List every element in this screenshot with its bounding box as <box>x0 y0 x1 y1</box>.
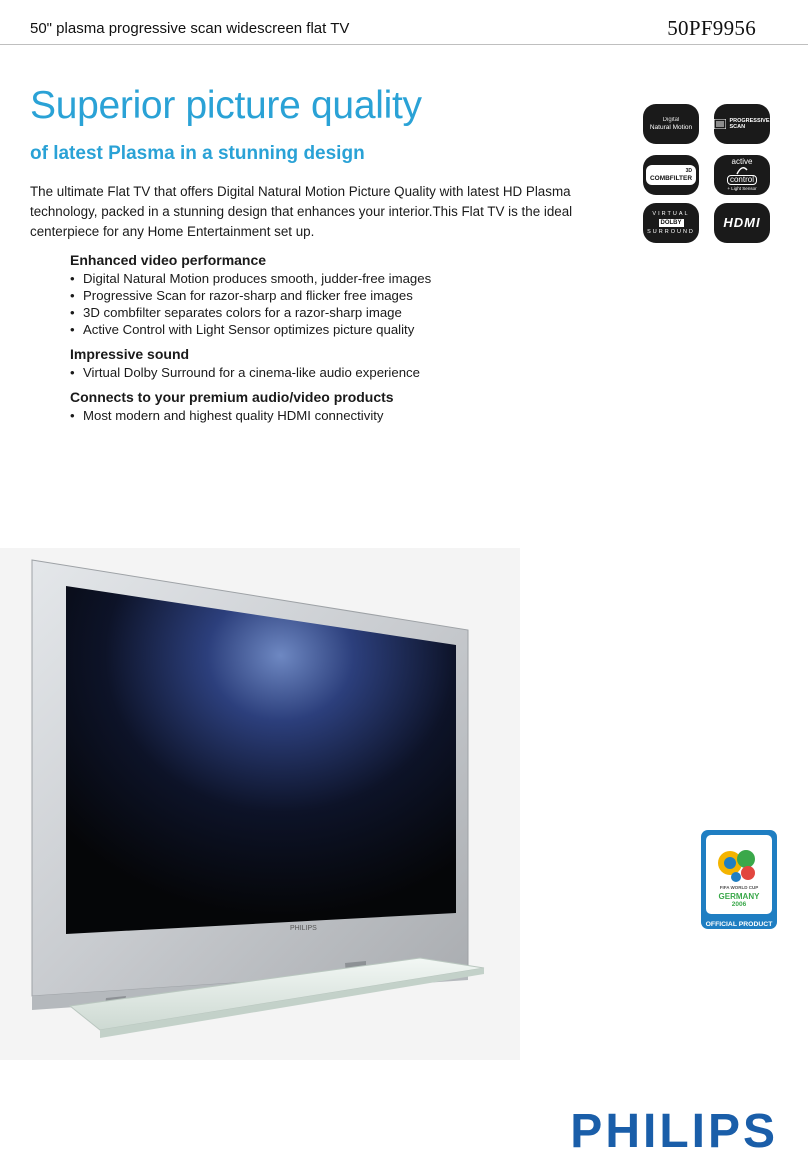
headline: Superior picture quality <box>30 84 422 127</box>
badge-text: Natural Motion <box>649 124 693 131</box>
badge-text: 3D <box>685 168 693 174</box>
wc-text-line3: 2006 <box>731 901 747 908</box>
model-number: 50PF9956 <box>667 16 756 40</box>
bullet-item: • Virtual Dolby Surround for a cinema-like audio experience <box>70 364 570 381</box>
badge-text: COMBFILTER <box>649 175 693 182</box>
bullet-item: • Active Control with Light Sensor optimizes picture quality <box>70 321 570 338</box>
wc-text-line2: GERMANY <box>718 892 760 901</box>
worldcup-emblem-icon <box>706 841 772 886</box>
header-bar <box>0 0 808 44</box>
official-product-label: OFFICIAL PRODUCT <box>705 921 773 928</box>
section-title: Impressive sound <box>70 346 190 362</box>
logo-inner <box>706 835 772 914</box>
intro-paragraph: The ultimate Flat TV that offers Digital Natural Motion Picture Quality with latest HD Plasma technology, packed in a stunning design that enhances your interior.This Flat TV is the ideal centerpiece for any Home Entertainment set up. <box>30 184 573 239</box>
bullet-item: • 3D combfilter separates colors for a razor-sharp image <box>70 304 570 321</box>
badge-text: control <box>727 175 757 185</box>
badge-text: + Light Sensor <box>727 185 757 191</box>
section-video <box>70 250 570 338</box>
fifa-worldcup-logo <box>701 830 777 929</box>
scan-lines-icon <box>714 119 726 129</box>
bullet-list <box>70 407 570 424</box>
philips-logo: PHILIPS <box>570 1105 778 1158</box>
badge-text: active <box>731 156 753 166</box>
header-divider <box>0 44 808 45</box>
bullet-list <box>70 364 570 381</box>
bullet-item: • Digital Natural Motion produces smooth, judder-free images <box>70 270 570 287</box>
badge-text: PROGRESSIVE <box>729 118 770 124</box>
bullet-item: • Progressive Scan for razor-sharp and flicker free images <box>70 287 570 304</box>
badge-text: HDMI <box>723 215 761 230</box>
combfilter-icon <box>643 155 699 195</box>
badge-text: SURROUND <box>647 229 695 235</box>
badge-text: Digital <box>662 117 680 123</box>
bullet-item: • Most modern and highest quality HDMI connectivity <box>70 407 570 424</box>
bullet-list <box>70 270 570 338</box>
active-control-icon <box>714 155 770 195</box>
tv-product-image <box>0 548 520 1058</box>
section-title: Connects to your premium audio/video products <box>70 389 394 405</box>
section-title: Enhanced video performance <box>70 252 267 268</box>
sensor-swirl-icon <box>736 166 748 175</box>
hdmi-icon <box>714 203 770 243</box>
subheadline: of latest Plasma in a stunning design <box>30 143 365 164</box>
tv-screen <box>66 586 456 934</box>
natural-motion-icon <box>643 104 699 144</box>
virtual-dolby-surround-icon <box>643 203 699 243</box>
badge-text: DOLBY <box>660 220 682 226</box>
section-connectivity <box>70 387 570 424</box>
wc-text-line1: FIFA WORLD CUP <box>719 885 759 890</box>
section-sound <box>70 344 570 381</box>
badge-text: VIRTUAL <box>652 211 690 217</box>
product-description: 50" plasma progressive scan widescreen flat TV <box>30 20 350 37</box>
badge-text: SCAN <box>729 124 746 130</box>
feature-list <box>70 250 570 430</box>
progressive-scan-icon <box>714 104 770 144</box>
tv-brand-label: PHILIPS <box>290 925 317 932</box>
